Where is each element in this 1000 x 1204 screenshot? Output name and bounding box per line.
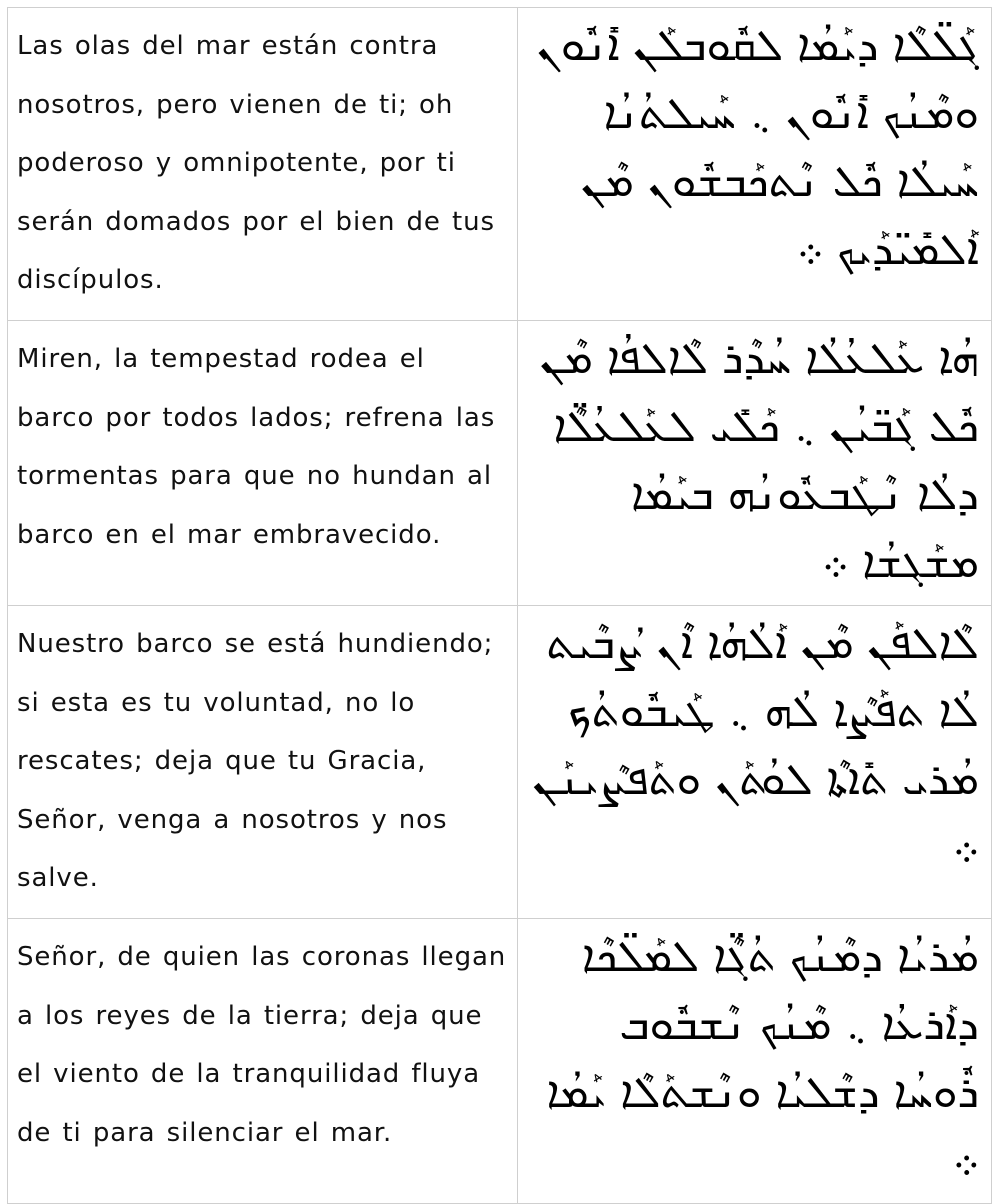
- spanish-verse: Nuestro barco se está hundiendo; si esta es tu voluntad, no lo rescates; deja que tu Gracia, Señor, venga a nosotros y nos salve.: [8, 605, 518, 918]
- table-row: [8, 918, 992, 1203]
- spanish-verse: Las olas del mar están contra nosotros, pero vienen de ti; oh poderoso y omnipotente, por ti serán domados por el bien de tus discípulos.: [8, 8, 518, 321]
- spanish-verse: Señor, de quien las coronas llegan a los reyes de la tierra; deja que el viento de la tranquilidad fluya de ti para silenciar el mar.: [8, 918, 518, 1203]
- table-row: [8, 605, 992, 918]
- hymn-table: [7, 7, 992, 1204]
- syriac-verse: ܡܳܪܝܳܐ ܕܡܶܢܳܟ ܬܳܓܶ̈ܐ ܠܡܰܠ̈ܟܶܐ ܕܐܰܪܥܳܐ ܆ ܡܶܢܳܟ ܢܶܫܒܽܘܒ ܪܽܘܚܳܐ ܕܫܶܠܝܳܐ ܘܢܶܫܬܰܠܶܐ ܝܰܡܳܐ ܀: [518, 918, 992, 1203]
- table-row: [8, 320, 992, 605]
- table-row: [8, 8, 992, 321]
- spanish-verse: Miren, la tempestad rodea el barco por todos lados; refrena las tormentas para que no hundan al barco en el mar embravecido.: [8, 320, 518, 605]
- syriac-verse: ܠܶܐܠܦܰܢ ܡܶܢ ܐܰܠܳܗܳܐ ܐܶܢ ܨܳܒܶܝܬ ܠܳܐ ܬܦܰܨܶܐ ܠܳܗ ܆ ܛܰܝܒܽܘܬܳܟ ܡܳܪܝ ܬܺܐܬܶܐ ܠܘܳܬܰܢ ܘܬܰܦܨܶܝܢܰܢ ܀: [518, 605, 992, 918]
- syriac-verse: ܓܰܠ̈ܠܶܐ ܕܝܰܡܳܐ ܠܩܽܘܒܠܰܢ ܐܺܢܽܘܢ ܘܡܶܢܳܟ ܐܺܢܽܘܢ ܆ ܚܰܝܠܬܳܢܳܐ ܚܰܝܠܳܐ ܟܽܠ ܢܶܬܟܰܒܫܽܘܢ ܡܶܢ ܐܰܠܡܺܝ̈ܕܰܝܟ ܀: [518, 8, 992, 321]
- syriac-verse: ܗܳܐ ܥܰܠܥܳܠܳܐ ܚܳܕܶܪ ܠܶܐܠܦܳܐ ܡܶܢ ܟܽܠ ܓܰܒ̈ܝܳܢ ܆ ܟܰܠܺܝ ܠܥܰܠܥܳܠܶ̈ܐ ܕܠܳܐ ܢܶܛܰܒܥܽܘܢܳܗ ܒܝܰܡܳܐ ܡܫܰܓܫܳܐ ܀: [518, 320, 992, 605]
